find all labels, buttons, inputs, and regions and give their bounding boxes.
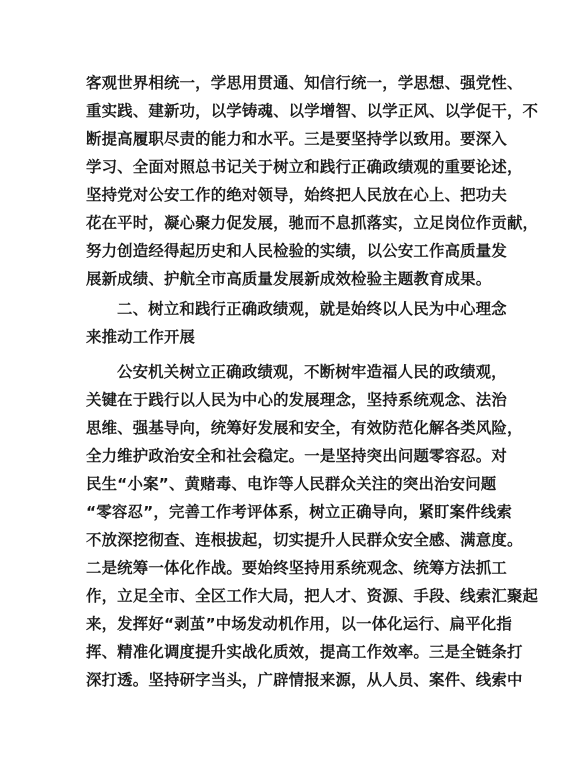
text-line: 重实践、建新功，以学铸魂、以学增智、以学正风、以学促干，不	[86, 102, 539, 120]
text-line: 关键在于践行以人民为中心的发展理念，坚持系统观念、法治	[86, 391, 507, 409]
text-line: 花在平时，凝心聚力促发展，驰而不息抓落实，立足岗位作贡献，	[86, 214, 539, 232]
paragraph-continuation	[86, 69, 539, 293]
text-line: 挥、精准化调度提升实战化质效，提高工作效率。三是全链条打	[86, 643, 523, 661]
text-line: 展新成绩、护航全市高质量发展新成效检验主题教育成果。	[86, 270, 492, 288]
text-line: 公安机关树立正确政绩观，不断树牢造福人民的政绩观，	[117, 363, 507, 381]
text-line: 全力维护政治安全和社会稳定。一是坚持突出问题零容忍。对	[86, 447, 507, 465]
paragraph-body	[86, 358, 539, 694]
text-line: 不放深挖彻查、连根拔起，切实提升人民群众安全感、满意度。	[86, 531, 523, 549]
text-line: 二是统筹一体化作战。要始终坚持用系统观念、统筹方法抓工	[86, 559, 507, 577]
section-heading	[86, 295, 506, 351]
text-line: 来，发挥好“剥茧”中场发动机作用，以一体化运行、扁平化指	[86, 615, 512, 633]
text-line: 努力创造经得起历史和人民检验的实绩，以公安工作高质量发	[86, 242, 507, 260]
text-line: 客观世界相统一，学思用贯通、知信行统一，学思想、强党性、	[86, 74, 523, 92]
heading-line: 来推动工作开展	[86, 328, 196, 346]
text-line: 断提高履职尽责的能力和水平。三是要坚持学以致用。要深入	[86, 130, 507, 148]
text-line: “零容忍”，完善工作考评体系，树立正确导向，紧盯案件线索	[86, 503, 512, 521]
text-line: 思维、强基导向，统筹好发展和安全，有效防范化解各类风险，	[86, 419, 523, 437]
text-line: 学习、全面对照总书记关于树立和践行正确政绩观的重要论述，	[86, 158, 523, 176]
text-line: 作，立足全市、全区工作大局，把人才、资源、手段、线索汇聚起	[86, 587, 539, 605]
heading-line: 二、树立和践行正确政绩观，就是始终以人民为中心理念	[117, 300, 507, 318]
text-line: 坚持党对公安工作的绝对领导，始终把人民放在心上、把功夫	[86, 186, 507, 204]
text-line: 深打透。坚持研字当头，广辟情报来源，从人员、案件、线索中	[86, 671, 523, 689]
text-line: 民生“小案”、黄赌毒、电诈等人民群众关注的突出治安问题	[86, 475, 497, 493]
